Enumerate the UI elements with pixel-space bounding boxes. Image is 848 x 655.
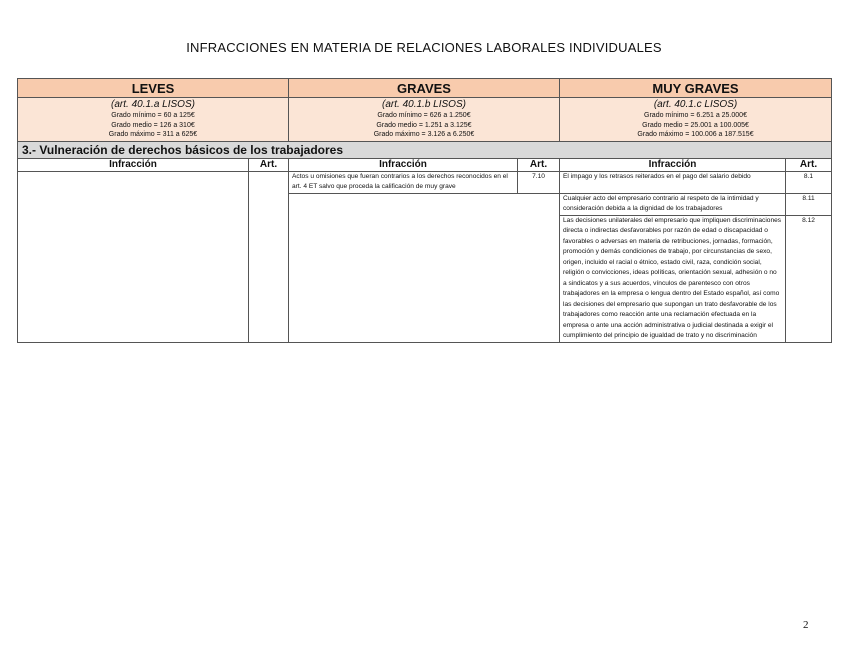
leves-grade-max: Grado máximo = 311 a 625€	[108, 131, 198, 138]
muy-graves-infraccion-cell: Cualquier acto del empresario contrario al respeto de la intimidad y consideración debida a la dignidad de los trabajadores	[560, 193, 786, 215]
page-number: 2	[803, 619, 809, 631]
muy-graves-grade-mid: Grado medio = 25.001 a 100.005€	[642, 121, 749, 129]
graves-grade-max: Grado máximo = 3.126 a 6.250€	[373, 131, 475, 138]
muy-graves-header: MUY GRAVES	[560, 79, 832, 98]
muy-graves-art-cell: 8.12	[786, 215, 832, 342]
section-title: 3.- Vulneración de derechos básicos de los trabajadores	[18, 141, 832, 158]
table-row	[18, 171, 832, 193]
leves-infraccion-header: Infracción	[18, 158, 249, 171]
muy-graves-grade-max: Grado máximo = 100.006 a 187.515€	[637, 131, 754, 138]
leves-empty-cell	[18, 171, 249, 342]
muy-graves-subheader	[560, 98, 832, 142]
muy-graves-art-cell: 8.1	[786, 171, 832, 193]
leves-article: (art. 40.1.a LISOS)	[111, 99, 195, 110]
graves-grade-min: Grado mínimo = 626 a 1.250€	[377, 112, 471, 119]
muy-graves-art-cell: 8.11	[786, 193, 832, 215]
infractions-table	[17, 78, 832, 343]
leves-subheader	[18, 98, 289, 142]
leves-header: LEVES	[18, 79, 289, 98]
graves-subheader	[289, 98, 560, 142]
muy-graves-grade-min: Grado mínimo = 6.251 a 25.000€	[644, 112, 747, 119]
graves-grade-mid: Grado medio = 1.251 a 3.125€	[376, 121, 472, 129]
graves-empty-cell	[289, 193, 560, 342]
leves-grade-mid: Grado medio = 126 a 310€	[111, 121, 195, 129]
muy-graves-infraccion-cell: Las decisiones unilaterales del empresario que impliquen discriminaciones directa o indirectas desfavorables por razón de edad o discapacidad o favorables o adversas en materia de retribuciones, jornadas, formación, promoción y demás condiciones de trabajo, por circunstancias de sexo, origen, incluido el racial o étnico, estado civil, raza, condición social, religión o convicciones, ideas políticas, orientación sexual, adhesión o no a sindicatos y a sus acuerdos, vínculos de parentesco con otros trabajadores en la empresa o lengua dentro del Estado español, así como las decisiones del empresario que supongan un trato desfavorable de los trabajadores como reacción ante una reclamación efectuada en la empresa o ante una acción administrativa o judicial destinada a exigir el cumplimiento del principio de igualdad de trato y no discriminación	[560, 215, 786, 342]
graves-header: GRAVES	[289, 79, 560, 98]
graves-infraccion-header: Infracción	[289, 158, 518, 171]
graves-art-header: Art.	[518, 158, 560, 171]
muy-graves-infraccion-header: Infracción	[560, 158, 786, 171]
leves-art-header: Art.	[249, 158, 289, 171]
page-title: INFRACCIONES EN MATERIA DE RELACIONES LABORALES INDIVIDUALES	[186, 40, 662, 55]
graves-article: (art. 40.1.b LISOS)	[382, 99, 466, 110]
muy-graves-article: (art. 40.1.c LISOS)	[653, 99, 738, 110]
muy-graves-infraccion-cell: El impago y los retrasos reiterados en el pago del salario debido	[560, 171, 786, 193]
muy-graves-art-header: Art.	[786, 158, 832, 171]
leves-empty-art-cell	[249, 171, 289, 342]
leves-grade-min: Grado mínimo = 60 a 125€	[111, 112, 195, 119]
graves-infraccion-cell: Actos u omisiones que fueran contrarios a los derechos reconocidos en el art. 4 ET salvo que proceda la calificación de muy grave	[289, 171, 518, 193]
graves-art-cell: 7.10	[518, 171, 560, 193]
